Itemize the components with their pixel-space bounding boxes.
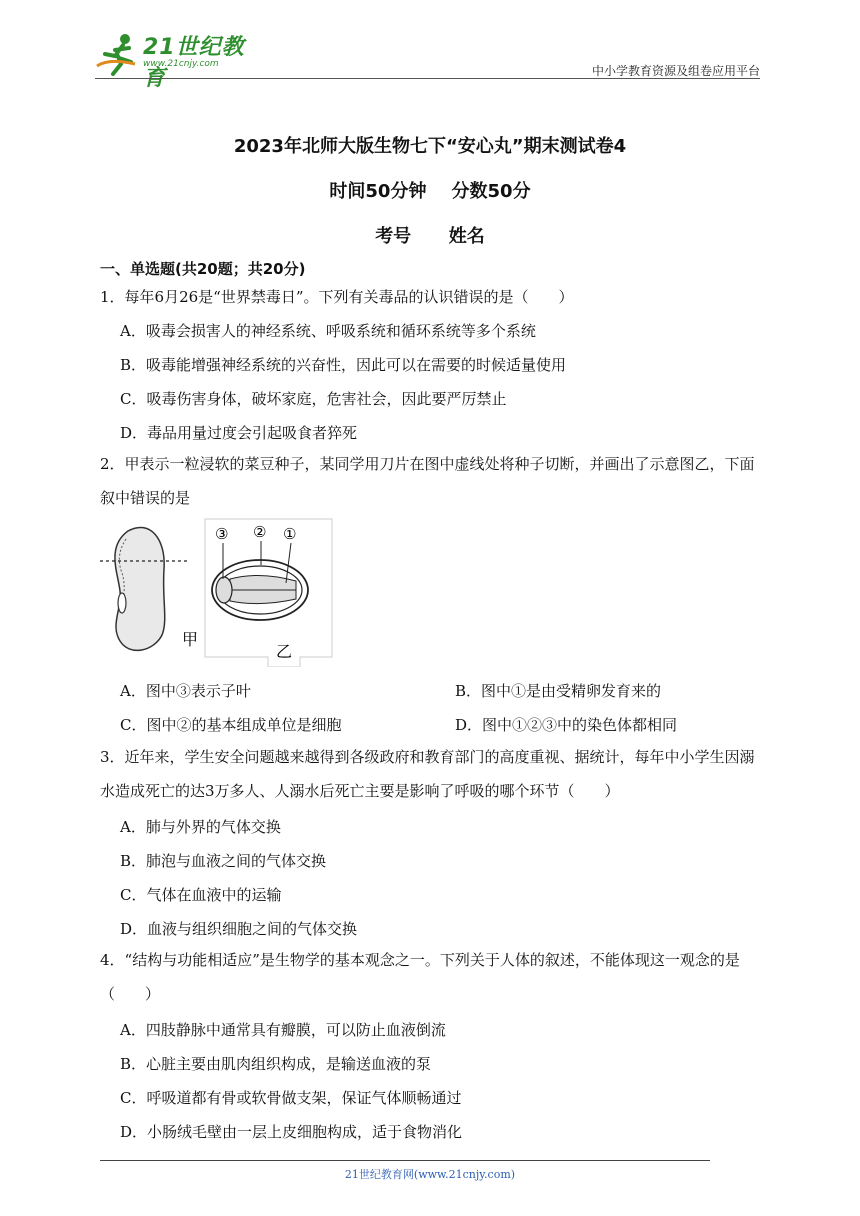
question-4-option-c: C．呼吸道都有骨或软骨做支架，保证气体顺畅通过 [120, 1089, 462, 1107]
question-4-option-a: A．四肢静脉中通常具有瓣膜，可以防止血液倒流 [120, 1021, 446, 1039]
question-1-stem: 1．每年6月26是“世界禁毒日”。下列有关毒品的认识错误的是（ ） [100, 288, 574, 306]
footer-link[interactable]: 21世纪教育网(www.21cnjy.com) [344, 1168, 516, 1181]
footer-divider [100, 1160, 710, 1161]
question-3-option-b: B．肺泡与血液之间的气体交换 [120, 852, 327, 870]
exam-time-score: 时间50分钟 分数50分 [329, 181, 531, 202]
label-yi: 乙 [276, 642, 293, 661]
label-1: ① [283, 525, 297, 543]
question-3-option-a: A．肺与外界的气体交换 [120, 818, 281, 836]
question-4-option-b: B．心脏主要由肌肉组织构成，是输送血液的泵 [120, 1055, 432, 1073]
label-jia: 甲 [182, 630, 199, 649]
question-1-option-c: C．吸毒伤害身体，破坏家庭，危害社会，因此要严厉禁止 [120, 390, 507, 408]
question-3-option-c: C．气体在血液中的运输 [120, 886, 282, 904]
question-3-option-d: D．血液与组织细胞之间的气体交换 [120, 920, 358, 938]
section-heading: 一、单选题(共20题；共20分) [100, 260, 306, 278]
logo-text: 21世纪教育 [143, 35, 245, 91]
question-2-option-b: B．图中①是由受精卵发育来的 [455, 682, 662, 700]
question-2-option-d: D．图中①②③中的染色体都相同 [455, 716, 678, 734]
bean-seed-diagram [100, 517, 335, 667]
question-4-stem: 4．“结构与功能相适应”是生物学的基本观念之一。下列关于人体的叙述，不能体现这一观念的是（ ） [100, 951, 740, 1003]
question-1-option-d: D．毒品用量过度会引起吸食者猝死 [120, 424, 358, 442]
logo [95, 32, 265, 91]
question-1-option-a: A．吸毒会损害人的神经系统、呼吸系统和循环系统等多个系统 [120, 322, 536, 340]
question-3-stem: 3．近年来，学生安全问题越来越得到各级政府和教育部门的高度重视、据统计，每年中小学生因溺水造成死亡的达3万多人、人溺水后死亡主要是影响了呼吸的哪个环节（ ） [100, 748, 755, 800]
bean-seed-figure [100, 517, 335, 667]
exam-id-name: 考号 姓名 [375, 226, 485, 247]
question-2-option-c: C．图中②的基本组成单位是细胞 [120, 716, 342, 734]
page-header [95, 30, 760, 91]
platform-name: 中小学教育资源及组卷应用平台 [591, 64, 760, 78]
runner-logo-icon [95, 32, 141, 76]
question-2-option-a: A．图中③表示子叶 [120, 682, 251, 700]
label-2: ② [253, 523, 267, 541]
question-1-option-b: B．吸毒能增强神经系统的兴奋性，因此可以在需要的时候适量使用 [120, 356, 567, 374]
logo-url: www.21cnjy.com [143, 59, 219, 69]
question-4-option-d: D．小肠绒毛壁由一层上皮细胞构成，适于食物消化 [120, 1123, 463, 1141]
label-3: ③ [215, 525, 229, 543]
exam-title: 2023年北师大版生物七下“安心丸”期末测试卷4 [233, 136, 627, 157]
question-2-stem: 2．甲表示一粒浸软的菜豆种子，某同学用刀片在图中虚线处将种子切断，并画出了示意图乙，下面叙中错误的是 [100, 455, 755, 507]
header-divider [95, 78, 760, 79]
